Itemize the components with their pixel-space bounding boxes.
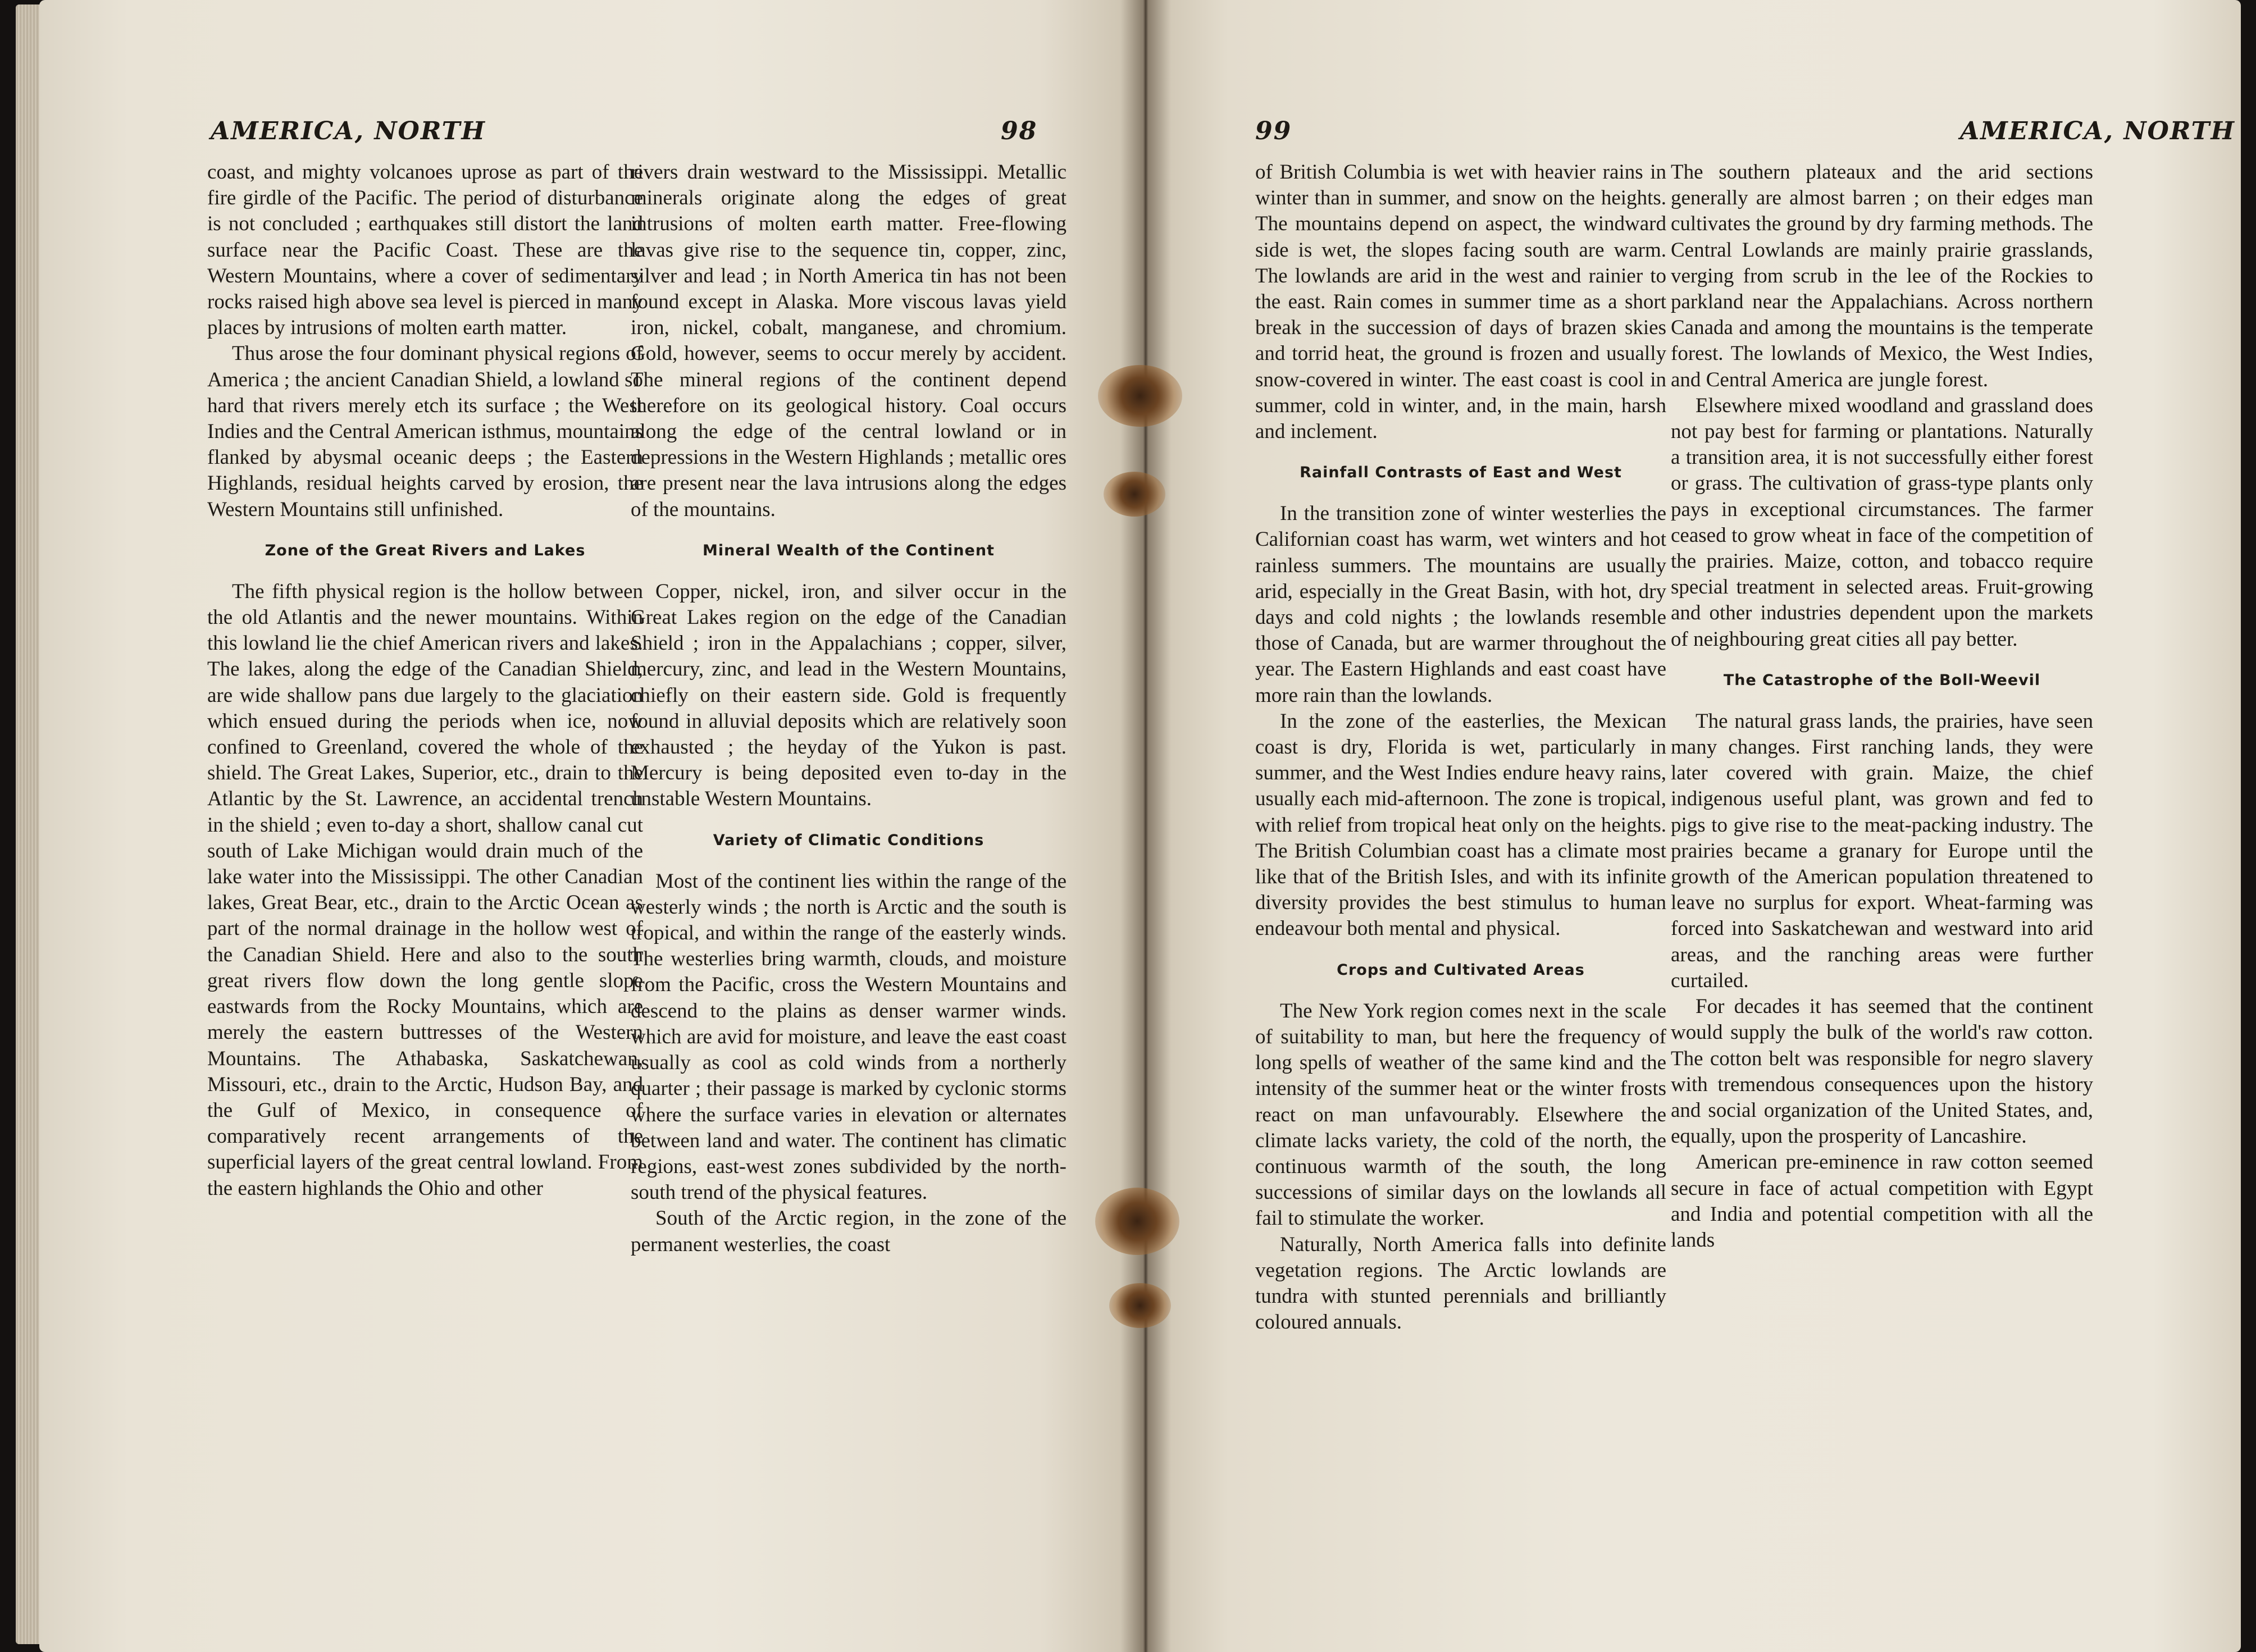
right-running-head: AMERICA, NORTH bbox=[1960, 117, 2235, 145]
right-column-2 bbox=[1671, 159, 2093, 1253]
paragraph: The New York region comes next in the scale of suitability to man, but here the frequency of long spells of weather of the same kind and the intensity of the summer heat or the winter frosts react on man unfavourably. Elsewhere the climate lacks variety, the cold of the north, the continuous warmth of the south, the long successions of similar days on the lowlands all fail to stimulate the worker. bbox=[1255, 999, 1666, 1230]
section-heading: Zone of the Great Rivers and Lakes bbox=[265, 541, 586, 559]
rust-stain bbox=[1095, 1188, 1179, 1255]
paragraph: South of the Arctic region, in the zone of the permanent westerlies, the coast bbox=[631, 1207, 1067, 1256]
paragraph: Most of the continent lies within the range of the westerly winds ; the north is Arctic and the south is tropical, and within the range of the easterly winds. The westerlies bring warmth, clouds, and moisture from the Pacific, cross the Western Mountains and descend to the plains as denser warmer winds. which are avid for moisture, and leave the east coast usually as cool as cold winds from a northerly quarter ; their passage is marked by cyclonic storms where the surface varies in elevation or alternates between land and water. The continent has climatic regions, east-west zones subdivided by the north-south trend of the physical features. bbox=[631, 869, 1067, 1204]
paragraph: For decades it has seemed that the continent would supply the bulk of the world's raw cotton. The cotton belt was responsible for negro slavery with tremendous consequences upon the history and social organization of the United States, and, equally, upon the prosperity of Lancashire. bbox=[1671, 995, 2093, 1148]
right-page-number: 99 bbox=[1255, 117, 1292, 145]
paragraph: coast, and mighty volcanoes uprose as part of the fire girdle of the Pacific. The period of disturbance is not concluded ; earthquakes still distort the land surface near the Pacific Coast. These are the Western Mountains, where a cover of sedimentary rocks raised high above sea level is pierced in many places by intrusions of molten earth matter. bbox=[207, 161, 643, 340]
left-page bbox=[39, 0, 1151, 1652]
paragraph: Elsewhere mixed woodland and grassland does not pay best for farming or plantations. Naturally a transition area, it is not successfully either forest or grass. The cultivation of grass-type plants only pays in exceptional circumstances. The farmer ceased to grow wheat in face of the competition of the prairies. Maize, cotton, and tobacco require special treatment in selected areas. Fruit-growing and other industries dependent upon the markets of neighbouring great cities all pay better. bbox=[1671, 394, 2093, 651]
left-running-head: AMERICA, NORTH bbox=[211, 117, 486, 145]
paragraph: Copper, nickel, iron, and silver occur in the Great Lakes region on the edge of the Canadian Shield ; iron in the Appalachians ; copper, silver, mercury, zinc, and lead in the Western Mountains, chiefly on their eastern side. Gold is frequently found in alluvial deposits which are relatively soon exhausted ; the heyday of the Yukon is past. Mercury is being deposited even to-day in the unstable Western Mountains. bbox=[631, 579, 1067, 811]
paragraph: The natural grass lands, the prairies, have seen many changes. First ranching lands, they were later covered with grain. Maize, the chief indigenous useful plant, was grown and fed to pigs to give rise to the meat-packing industry. The prairies became a granary for Europe until the growth of the American population threatened to leave no surplus for export. Wheat-farming was forced into Saskatchewan and westward into arid areas, and the ranching areas were further curtailed. bbox=[1671, 709, 2093, 992]
rust-stain bbox=[1104, 472, 1165, 517]
book-gutter bbox=[1120, 0, 1171, 1652]
rust-stain bbox=[1098, 365, 1182, 427]
paragraph: rivers drain westward to the Mississippi. Metallic minerals originate along the edges of great intrusions of molten earth matter. Free-flowing lavas give rise to the sequence tin, copper, zinc, silver and lead ; in North America tin has not been found except in Alaska. More viscous lavas yield iron, nickel, cobalt, manganese, and chromium. Gold, however, seems to occur merely by accident. The mineral regions of the continent depend therefore on its geological history. Coal occurs along the edge of the central lowland or in depressions in the Western Highlands ; metallic ores are present near the lava intrusions along the edges of the mountains. bbox=[631, 161, 1067, 521]
section-heading: Crops and Cultivated Areas bbox=[1337, 961, 1585, 979]
rust-stain bbox=[1109, 1283, 1171, 1328]
paragraph: of British Columbia is wet with heavier rains in winter than in summer, and snow on the heights. The mountains depend on aspect, the windward side is wet, the slopes facing south are warm. The lowlands are arid in the west and rainier to the east. Rain comes in summer time as a short break in the succession of days of brazen skies and torrid heat, the ground is frozen and usually snow-covered in winter. The east coast is cool in summer, cold in winter, and, in the main, harsh and inclement. bbox=[1255, 161, 1666, 444]
left-column-2 bbox=[631, 159, 1067, 1258]
right-page bbox=[1140, 0, 2241, 1652]
left-column-1 bbox=[207, 159, 643, 1202]
paragraph: Thus arose the four dominant physical regions of America ; the ancient Canadian Shield, a lowland so hard that rivers merely etch its surface ; the West Indies and the Central American isthmus, mountains flanked by abysmal oceanic deeps ; the Eastern Highlands, residual heights carved by erosion, the Western Mountains still unfinished. bbox=[207, 342, 643, 521]
paragraph: In the zone of the easterlies, the Mexican coast is dry, Florida is wet, particularly in summer, and the West Indies endure heavy rains, usually each mid-afternoon. The zone is tropical, with relief from tropical heat only on the heights. The British Columbian coast has a climate most like that of the British Isles, and with its infinite diversity provides the best stimulus to human endeavour both mental and physical. bbox=[1255, 709, 1666, 941]
section-heading: Variety of Climatic Conditions bbox=[713, 831, 985, 849]
paragraph: The southern plateaux and the arid sections generally are almost barren ; on their edges man cultivates the ground by dry farming methods. The Central Lowlands are mainly prairie grasslands, verging from scrub in the lee of the Rockies to parkland near the Appalachians. Across northern Canada and among the mountains is the temperate forest. The lowlands of Mexico, the West Indies, and Central America are jungle forest. bbox=[1671, 161, 2093, 391]
section-heading: Mineral Wealth of the Continent bbox=[703, 541, 995, 559]
section-heading: The Catastrophe of the Boll-Weevil bbox=[1723, 671, 2041, 689]
paragraph: In the transition zone of winter westerlies the Californian coast has warm, wet winters and hot rainless summers. The mountains are usually arid, especially in the Great Basin, with hot, dry days and cold nights ; the lowlands resemble those of Canada, but are warmer throughout the year. The Eastern Highlands and east coast have more rain than the lowlands. bbox=[1255, 502, 1666, 707]
paragraph: The fifth physical region is the hollow between the old Atlantis and the newer mountains. Within this lowland lie the chief American rivers and lakes. The lakes, along the edge of the Canadian Shield, are wide shallow pans due largely to the glaciation which ensued during the periods when ice, now confined to Greenland, covered the whole of the shield. The Great Lakes, Superior, etc., drain to the Atlantic by the St. Lawrence, an accidental trench in the shield ; even to-day a short, shallow canal cut south of Lake Michigan would drain much of the lake water into the Mississippi. The other Canadian lakes, Great Bear, etc., drain to the Arctic Ocean as part of the normal drainage in the hollow west of the Canadian Shield. Here and also to the south great rivers flow down the long gentle slope eastwards from the Rocky Mountains, which are merely the eastern buttresses of the Western Mountains. The Athabaska, Saskatchewan, Missouri, etc., drain to the Arctic, Hudson Bay, and the Gulf of Mexico, in consequence of comparatively recent arrangements of the superficial layers of the great central lowland. From the eastern highlands the Ohio and other bbox=[207, 579, 643, 1200]
section-heading: Rainfall Contrasts of East and West bbox=[1300, 464, 1622, 482]
right-column-1 bbox=[1255, 159, 1666, 1335]
paragraph: American pre-eminence in raw cotton seemed secure in face of actual competition with Egypt and India and potential competition with all the lands bbox=[1671, 1151, 2093, 1252]
paragraph: Naturally, North America falls into definite vegetation regions. The Arctic lowlands are tundra with stunted perennials and brilliantly coloured annuals. bbox=[1255, 1233, 1666, 1334]
left-page-number: 98 bbox=[1001, 117, 1038, 145]
